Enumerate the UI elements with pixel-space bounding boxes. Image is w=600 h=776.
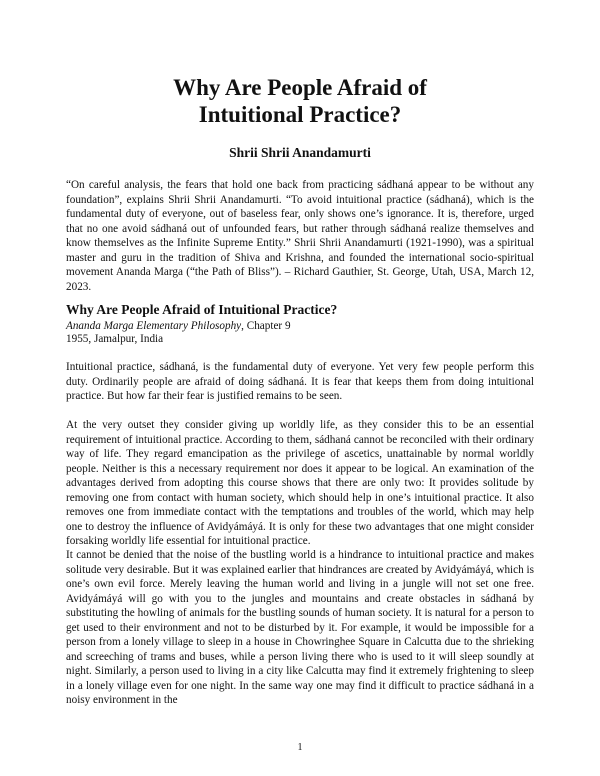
source-book: Ananda Marga Elementary Philosophy <box>66 320 242 332</box>
title-line-1: Why Are People Afraid of <box>173 75 427 100</box>
intro-paragraph: “On careful analysis, the fears that hold one back from practicing sádhaná appear to be without any foundation”, explains Shrii Shrii Anandamurti. “To avoid intuitional practice (sádhaná), which is the fundamental duty of everyone, out of baseless fear, only shows one’s ignorance. It is, therefore, urged that no one avoid sádhaná out of unfounded fears, but rather through sádhaná realize themselves and know themselves as the Infinite Supreme Entity.” Shrii Shrii Anandamurti (1921-1990), was a spiritual master and guru in the tradition of Shiva and Krishna, and founded the international socio-spiritual movement Ananda Marga (“the Path of Bliss”). – Richard Gauthier, St. George, Utah, USA, March 12, 2023. <box>66 179 534 293</box>
source-chapter: , Chapter 9 <box>241 320 291 332</box>
author-name: Shrii Shrii Anandamurti <box>229 145 371 160</box>
body-paragraph-3: It cannot be denied that the noise of the bustling world is a hindrance to intuitional practice and makes solitude very desirable. But it was explained earlier that hindrances are created by Avidyámáyá, which is one’s own evil force. Merely leaving the human world and living in a jungle will not set one free. Avidyámáyá will go with you to the jungles and mountains and create obstacles in sádhaná by substituting the howling of animals for the bustling sounds of human society. It is natural for a person to get used to their environment and not to be disturbed by it. For example, it would be impossible for a person from a lonely village to sleep in a house in Chowringhee Square in Calcutta due to the shrieking and screeching of trams and buses, while a person living there who is used to it will sleep soundly at night. Similarly, a person used to living in a city like Calcutta may find it extremely frightening to sleep in a lonely village even for one night. In the same way one may find it difficult to practice sádhaná in a noisy environment in the <box>66 549 534 706</box>
page-number: 1 <box>297 742 303 753</box>
source-citation <box>66 320 291 346</box>
body-paragraph-1: Intuitional practice, sádhaná, is the fundamental duty of everyone. Yet very few people perform this duty. Ordinarily people are afraid of doing sádhaná. It is fear that keeps them from doing intuitional practice. But how far their fear is justified remains to be seen. <box>66 361 534 402</box>
page-title <box>0 74 600 128</box>
source-place: 1955, Jamalpur, India <box>66 333 164 345</box>
section-heading: Why Are People Afraid of Intuitional Practice? <box>66 302 338 317</box>
title-line-2: Intuitional Practice? <box>198 102 402 127</box>
body-paragraph-2: At the very outset they consider giving up worldly life, as they consider this to be an essential requirement of intuitional practice. According to them, sádhaná cannot be reconciled with their ordinary way of life. They regard emancipation as the privilege of ascetics, unattainable by normal worldly people. Neither is this a necessary requirement nor does it appear to be logical. An examination of the advantages derived from adopting this course shows that there are only two: It provides solitude by removing one from contact with human society, which should help in one’s intuitional practice. It also removes one from immediate contact with the temptations and troubles of the world, which may help one to destroy the influence of Avidyámáyá. It is only for these two advantages that one might consider forsaking worldly life essential for intuitional practice. <box>66 419 534 547</box>
